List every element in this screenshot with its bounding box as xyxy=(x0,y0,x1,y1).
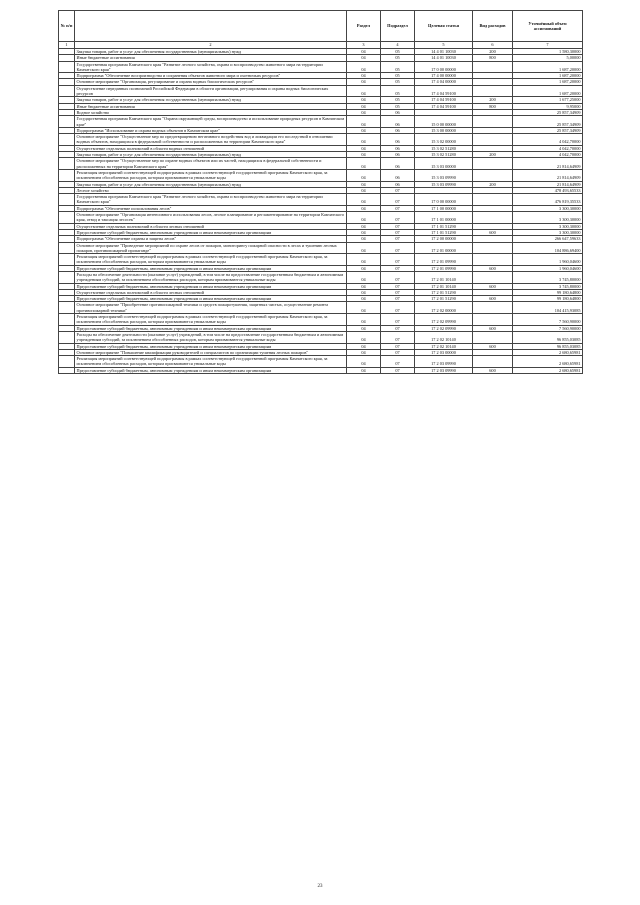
row-name-cell: Реализация мероприятий соответствующей подпрограммы в рамках соответствующей государственной программы Камчатского края, за исключением обособленных расходов, которым присваиваются уникальные коды xyxy=(75,169,347,181)
row-podrazdel-cell: 07 xyxy=(381,314,415,326)
row-expense-type-cell: 600 xyxy=(473,343,513,349)
row-podrazdel-cell: 06 xyxy=(381,152,415,158)
row-target-article-cell: 15 0 00 00000 xyxy=(415,116,473,128)
row-expense-type-cell: 600 xyxy=(473,283,513,289)
row-razdel-cell: 04 xyxy=(347,289,381,295)
row-amount-cell: 1 687,20000 xyxy=(513,85,583,97)
row-razdel-cell: 04 xyxy=(347,97,381,103)
row-target-article-cell: 15 3 02 51280 xyxy=(415,152,473,158)
row-expense-type-cell: 800 xyxy=(473,103,513,109)
row-amount-cell: 3 300,30000 xyxy=(513,205,583,211)
column-number-row xyxy=(59,42,583,49)
row-podrazdel-cell: 07 xyxy=(381,325,415,331)
row-amount-cell: 99 180,64800 xyxy=(513,296,583,302)
row-name-cell: Закупка товаров, работ и услуг для обеспечения государственных (муниципальных) нужд xyxy=(75,152,347,158)
row-name-cell: Основное мероприятие "Приобретение противопожарной техники и средств пожаротушения, защитных чистых, осуществление ремонта противопожарной техники" xyxy=(75,302,347,314)
row-amount-cell: 21 814,64909 xyxy=(513,169,583,181)
row-amount-cell: 2 680,65981 xyxy=(513,356,583,368)
row-razdel-cell: 04 xyxy=(347,367,381,373)
row-razdel-cell: 04 xyxy=(347,169,381,181)
row-razdel-cell: 04 xyxy=(347,116,381,128)
row-name-cell: Предоставление субсидий бюджетным, автономным учреждениям и иным некоммерческим организациям xyxy=(75,229,347,235)
row-name-cell: Осуществление отдельных полномочий в области лесных отношений xyxy=(75,289,347,295)
row-podrazdel-cell: 07 xyxy=(381,289,415,295)
row-name-cell: Реализация мероприятий соответствующей подпрограммы в рамках соответствующей государственной программы Камчатского края, за исключением обособленных расходов, которым присваиваются уникальные коды xyxy=(75,254,347,266)
row-podrazdel-cell: 07 xyxy=(381,367,415,373)
row-amount-cell: 2 680,65981 xyxy=(513,367,583,373)
header-podrazdel: Подраздел xyxy=(381,11,415,42)
row-amount-cell: 478 493,65533 xyxy=(513,187,583,193)
column-number: 1 xyxy=(59,42,75,49)
row-num-cell xyxy=(59,134,75,146)
table-row xyxy=(59,158,583,170)
row-amount-cell: 104 886,69400 xyxy=(513,242,583,254)
column-number: 7 xyxy=(513,42,583,49)
row-podrazdel-cell: 05 xyxy=(381,61,415,73)
row-name-cell: Подпрограмма "Обеспечение воспроизводства и сохранения объектов животного мира и охотничьих ресурсов" xyxy=(75,73,347,79)
row-expense-type-cell: 200 xyxy=(473,181,513,187)
row-num-cell xyxy=(59,331,75,343)
row-target-article-cell: 15 3 00 00000 xyxy=(415,127,473,133)
table-body xyxy=(59,42,583,374)
row-podrazdel-cell: 07 xyxy=(381,331,415,343)
row-amount-cell: 21 814,64909 xyxy=(513,181,583,187)
row-target-article-cell: 17 2 03 09990 xyxy=(415,356,473,368)
column-number: 4 xyxy=(381,42,415,49)
row-num-cell xyxy=(59,116,75,128)
row-name-cell: Осуществление отдельных полномочий в области лесных отношений xyxy=(75,223,347,229)
row-razdel-cell: 04 xyxy=(347,85,381,97)
row-name-cell: Подпрограмма "Обеспечение охраны и защиты лесов" xyxy=(75,236,347,242)
row-podrazdel-cell: 07 xyxy=(381,205,415,211)
row-target-article-cell: 17 2 01 09990 xyxy=(415,265,473,271)
table-row xyxy=(59,254,583,266)
row-name-cell: Закупка товаров, работ и услуг для обеспечения государственных (муниципальных) нужд xyxy=(75,49,347,55)
row-target-article-cell: 17 2 01 51290 xyxy=(415,289,473,295)
row-target-article-cell: 17 2 03 00000 xyxy=(415,349,473,355)
row-razdel-cell: 04 xyxy=(347,61,381,73)
row-target-article-cell: 15 3 02 51280 xyxy=(415,145,473,151)
row-amount-cell: 104 415,93085 xyxy=(513,302,583,314)
row-target-article-cell: 17 4 04 59100 xyxy=(415,85,473,97)
row-podrazdel-cell: 06 xyxy=(381,127,415,133)
table-row xyxy=(59,116,583,128)
row-num-cell xyxy=(59,302,75,314)
row-expense-type-cell: 600 xyxy=(473,229,513,235)
table-row xyxy=(59,242,583,254)
row-amount-cell: 3 300,30000 xyxy=(513,223,583,229)
row-podrazdel-cell: 07 xyxy=(381,296,415,302)
row-num-cell xyxy=(59,194,75,206)
row-num-cell xyxy=(59,85,75,97)
row-razdel-cell: 04 xyxy=(347,127,381,133)
row-expense-type-cell xyxy=(473,194,513,206)
table-header xyxy=(59,11,583,42)
row-name-cell: Иные бюджетные ассигнования xyxy=(75,103,347,109)
table-row xyxy=(59,169,583,181)
document-sheet xyxy=(58,10,582,374)
column-number: 3 xyxy=(347,42,381,49)
row-amount-cell: 2 680,65981 xyxy=(513,349,583,355)
row-podrazdel-cell: 07 xyxy=(381,254,415,266)
row-razdel-cell: 04 xyxy=(347,134,381,146)
row-amount-cell: 3 300,30000 xyxy=(513,212,583,224)
header-amount: Уточнённый объем ассигнований xyxy=(513,11,583,42)
row-expense-type-cell xyxy=(473,116,513,128)
column-number: 6 xyxy=(473,42,513,49)
row-podrazdel-cell: 05 xyxy=(381,97,415,103)
row-razdel-cell: 04 xyxy=(347,79,381,85)
row-amount-cell: 1 687,20000 xyxy=(513,73,583,79)
row-podrazdel-cell: 06 xyxy=(381,145,415,151)
row-podrazdel-cell: 05 xyxy=(381,73,415,79)
row-podrazdel-cell: 05 xyxy=(381,79,415,85)
row-amount-cell: 1 687,20000 xyxy=(513,79,583,85)
row-podrazdel-cell: 05 xyxy=(381,103,415,109)
row-expense-type-cell xyxy=(473,158,513,170)
row-podrazdel-cell: 07 xyxy=(381,265,415,271)
row-amount-cell: 3 300,30000 xyxy=(513,229,583,235)
row-expense-type-cell xyxy=(473,314,513,326)
row-expense-type-cell: 600 xyxy=(473,296,513,302)
row-expense-type-cell: 600 xyxy=(473,325,513,331)
row-razdel-cell: 04 xyxy=(347,271,381,283)
row-expense-type-cell xyxy=(473,85,513,97)
row-name-cell: Расходы на обеспечение деятельности (оказание услуг) учреждений, в том числе на предоставление государственным бюджетным и автономным учреждениям субсидий, за исключением обособленных расходов, которым присваиваются уникальные коды xyxy=(75,271,347,283)
table-row xyxy=(59,302,583,314)
header-expense-type: Вид расходов xyxy=(473,11,513,42)
row-podrazdel-cell: 06 xyxy=(381,158,415,170)
row-razdel-cell: 04 xyxy=(347,283,381,289)
row-target-article-cell: 17 1 01 51290 xyxy=(415,223,473,229)
row-razdel-cell: 04 xyxy=(347,314,381,326)
row-target-article-cell: 17 2 00 00000 xyxy=(415,236,473,242)
row-razdel-cell: 04 xyxy=(347,103,381,109)
row-amount-cell: 3 745,80000 xyxy=(513,283,583,289)
row-target-article-cell: 17 2 01 10140 xyxy=(415,283,473,289)
row-num-cell xyxy=(59,356,75,368)
row-amount-cell: 1 677,25000 xyxy=(513,97,583,103)
row-razdel-cell: 04 xyxy=(347,152,381,158)
row-name-cell: Осуществление отдельных полномочий в области водных отношений xyxy=(75,145,347,151)
row-target-article-cell: 17 2 01 10140 xyxy=(415,271,473,283)
row-target-article-cell: 14 4 01 10030 xyxy=(415,49,473,55)
row-expense-type-cell xyxy=(473,61,513,73)
row-razdel-cell: 04 xyxy=(347,325,381,331)
budget-table xyxy=(58,10,583,374)
table-row xyxy=(59,134,583,146)
row-podrazdel-cell: 07 xyxy=(381,271,415,283)
row-target-article-cell: 17 0 00 00000 xyxy=(415,194,473,206)
row-podrazdel-cell: 07 xyxy=(381,223,415,229)
row-amount-cell: 1 687,20000 xyxy=(513,61,583,73)
header-target-article: Целевая статья xyxy=(415,11,473,42)
table-row xyxy=(59,367,583,373)
row-amount-cell: 21 814,64909 xyxy=(513,158,583,170)
row-razdel-cell: 04 xyxy=(347,145,381,151)
row-num-cell xyxy=(59,169,75,181)
row-name-cell: Предоставление субсидий бюджетным, автономным учреждениям и иным некоммерческим организациям xyxy=(75,283,347,289)
row-razdel-cell: 04 xyxy=(347,331,381,343)
row-name-cell: Реализация мероприятий соответствующей подпрограммы в рамках соответствующей государственной программы Камчатского края, за исключением обособленных расходов, которым присваиваются уникальные коды xyxy=(75,314,347,326)
row-razdel-cell: 04 xyxy=(347,194,381,206)
row-expense-type-cell: 200 xyxy=(473,49,513,55)
row-name-cell: Основное мероприятие "Осуществление мер по охране водных объектов или их частей, находящихся в федеральной собственности и расположенных на территории Камчатского края" xyxy=(75,158,347,170)
row-razdel-cell: 04 xyxy=(347,302,381,314)
row-podrazdel-cell: 07 xyxy=(381,187,415,193)
row-name-cell: Предоставление субсидий бюджетным, автономным учреждениям и иным некоммерческим организациям xyxy=(75,296,347,302)
row-target-article-cell: 17 2 02 10140 xyxy=(415,343,473,349)
row-podrazdel-cell: 06 xyxy=(381,169,415,181)
row-razdel-cell: 04 xyxy=(347,242,381,254)
row-podrazdel-cell: 05 xyxy=(381,55,415,61)
row-target-article-cell: 17 2 02 00000 xyxy=(415,302,473,314)
row-amount-cell: 25 857,34909 xyxy=(513,116,583,128)
row-podrazdel-cell: 07 xyxy=(381,242,415,254)
row-expense-type-cell xyxy=(473,302,513,314)
row-podrazdel-cell: 06 xyxy=(381,116,415,128)
row-podrazdel-cell: 06 xyxy=(381,181,415,187)
row-amount-cell: 476 819,35533 xyxy=(513,194,583,206)
row-expense-type-cell: 600 xyxy=(473,367,513,373)
header-num: № п/п xyxy=(59,11,75,42)
row-podrazdel-cell: 07 xyxy=(381,356,415,368)
row-target-article-cell: 17 4 04 00000 xyxy=(415,79,473,85)
row-num-cell xyxy=(59,271,75,283)
row-name-cell: Закупка товаров, работ и услуг для обеспечения государственных (муниципальных) нужд xyxy=(75,181,347,187)
row-name-cell: Государственная программа Камчатского края "Развитие лесного хозяйства, охрана и воспроизводство животного мира на территории Камчатского края" xyxy=(75,61,347,73)
row-target-article-cell: 17 2 01 00000 xyxy=(415,242,473,254)
header-razdel: Раздел xyxy=(347,11,381,42)
table-row xyxy=(59,61,583,73)
column-number: 5 xyxy=(415,42,473,49)
row-name-cell: Предоставление субсидий бюджетным, автономным учреждениям и иным некоммерческим организациям xyxy=(75,343,347,349)
row-target-article-cell: 17 2 01 09990 xyxy=(415,254,473,266)
row-target-article-cell: 15 3 03 09990 xyxy=(415,181,473,187)
row-target-article-cell: 15 3 03 09990 xyxy=(415,169,473,181)
row-name-cell: Подпрограмма "Использование и охрана водных объектов в Камчатском крае" xyxy=(75,127,347,133)
row-podrazdel-cell: 05 xyxy=(381,85,415,97)
row-expense-type-cell xyxy=(473,271,513,283)
row-name-cell: Основное мероприятие "Организация, регулирование и охрана водных биологических ресурсов" xyxy=(75,79,347,85)
row-amount-cell: 4 042,70000 xyxy=(513,134,583,146)
row-target-article-cell: 17 2 01 51290 xyxy=(415,296,473,302)
row-razdel-cell: 04 xyxy=(347,265,381,271)
row-podrazdel-cell: 07 xyxy=(381,194,415,206)
row-podrazdel-cell: 07 xyxy=(381,229,415,235)
row-target-article-cell: 15 3 02 00000 xyxy=(415,134,473,146)
row-razdel-cell: 04 xyxy=(347,187,381,193)
row-razdel-cell: 04 xyxy=(347,356,381,368)
row-name-cell: Государственная программа Камчатского края "Развитие лесного хозяйства, охрана и воспроизводство животного мира на территории Камчатского края" xyxy=(75,194,347,206)
row-razdel-cell: 04 xyxy=(347,181,381,187)
row-podrazdel-cell: 06 xyxy=(381,109,415,115)
row-expense-type-cell xyxy=(473,169,513,181)
row-name-cell: Предоставление субсидий бюджетным, автономным учреждениям и иным некоммерческим организациям xyxy=(75,325,347,331)
row-razdel-cell: 04 xyxy=(347,229,381,235)
row-podrazdel-cell: 07 xyxy=(381,236,415,242)
row-name-cell: Реализация мероприятий соответствующей подпрограммы в рамках соответствующей государственной программы Камчатского края, за исключением обособленных расходов, которым присваиваются уникальные коды xyxy=(75,356,347,368)
row-expense-type-cell xyxy=(473,331,513,343)
row-name-cell: Водное хозяйство xyxy=(75,109,347,115)
row-target-article-cell: 17 4 04 59100 xyxy=(415,103,473,109)
row-name-cell: Государственная программа Камчатского края "Охрана окружающей среды, воспроизводство и использование природных ресурсов в Камчатском крае" xyxy=(75,116,347,128)
row-razdel-cell: 04 xyxy=(347,205,381,211)
row-amount-cell: 4 042,70000 xyxy=(513,145,583,151)
row-amount-cell: 7 560,90000 xyxy=(513,314,583,326)
row-amount-cell: 1 960,04600 xyxy=(513,265,583,271)
row-target-article-cell: 17 2 02 10140 xyxy=(415,331,473,343)
row-amount-cell: 4 042,70000 xyxy=(513,152,583,158)
row-amount-cell: 25 857,34909 xyxy=(513,109,583,115)
row-expense-type-cell xyxy=(473,356,513,368)
page-number: 23 xyxy=(317,884,323,889)
row-amount-cell: 1 580,30000 xyxy=(513,49,583,55)
row-target-article-cell: 17 2 02 09990 xyxy=(415,325,473,331)
row-expense-type-cell: 200 xyxy=(473,152,513,158)
row-target-article-cell: 17 0 00 00000 xyxy=(415,61,473,73)
row-num-cell xyxy=(59,158,75,170)
row-name-cell: Расходы на обеспечение деятельности (оказание услуг) учреждений, в том числе на предоставление государственным бюджетным и автономным учреждениям субсидий, за исключением обособленных расходов, которым присваиваются уникальные коды xyxy=(75,331,347,343)
row-target-article-cell: 17 4 00 00000 xyxy=(415,73,473,79)
row-expense-type-cell: 800 xyxy=(473,55,513,61)
row-razdel-cell: 04 xyxy=(347,212,381,224)
row-razdel-cell: 04 xyxy=(347,73,381,79)
row-razdel-cell: 04 xyxy=(347,349,381,355)
row-amount-cell: 266 647,59633 xyxy=(513,236,583,242)
row-target-article-cell: 17 1 00 00000 xyxy=(415,205,473,211)
row-expense-type-cell xyxy=(473,212,513,224)
row-podrazdel-cell: 07 xyxy=(381,349,415,355)
row-razdel-cell: 04 xyxy=(347,223,381,229)
row-amount-cell: 25 857,34909 xyxy=(513,127,583,133)
row-target-article-cell: 17 2 02 09990 xyxy=(415,314,473,326)
row-razdel-cell: 04 xyxy=(347,254,381,266)
row-name-cell: Предоставление субсидий бюджетным, автономным учреждениям и иным некоммерческим организациям xyxy=(75,367,347,373)
row-name-cell: Подпрограмма "Обеспечение использования лесов" xyxy=(75,205,347,211)
row-expense-type-cell: 600 xyxy=(473,265,513,271)
row-target-article-cell: 17 1 01 51290 xyxy=(415,229,473,235)
row-name-cell: Основное мероприятие "Организация интенсивного использования лесов, лесное планирование и регламентирование на территории Камчатского края, отвод и таксация лесосек" xyxy=(75,212,347,224)
row-num-cell xyxy=(59,212,75,224)
table-row xyxy=(59,271,583,283)
row-target-article-cell: 17 1 01 00000 xyxy=(415,212,473,224)
row-num-cell xyxy=(59,242,75,254)
row-amount-cell: 3 745,80000 xyxy=(513,271,583,283)
row-podrazdel-cell: 07 xyxy=(381,302,415,314)
row-amount-cell: 5,00000 xyxy=(513,55,583,61)
row-amount-cell: 1 960,04600 xyxy=(513,254,583,266)
row-razdel-cell: 04 xyxy=(347,109,381,115)
row-amount-cell: 96 855,03085 xyxy=(513,343,583,349)
row-target-article-cell: 14 4 01 10030 xyxy=(415,55,473,61)
row-podrazdel-cell: 06 xyxy=(381,134,415,146)
row-name-cell: Основное мероприятие "Повышение квалификации руководителей и специалистов по организации тушения лесных пожаров" xyxy=(75,349,347,355)
row-name-cell: Основное мероприятие "Осуществление мер по предотвращению негативного воздействия вод и ликвидации его последствий в отношении водных объектов, находящихся в федеральной собственности и расположенных на территории Камчатского края" xyxy=(75,134,347,146)
row-target-article-cell: 15 3 03 00000 xyxy=(415,158,473,170)
table-row xyxy=(59,314,583,326)
row-target-article-cell: 17 4 04 59100 xyxy=(415,97,473,103)
row-amount-cell: 96 855,03085 xyxy=(513,331,583,343)
row-target-article-cell: 17 2 03 09990 xyxy=(415,367,473,373)
row-num-cell xyxy=(59,61,75,73)
row-razdel-cell: 04 xyxy=(347,296,381,302)
row-expense-type-cell xyxy=(473,134,513,146)
header-name xyxy=(75,11,347,42)
table-row xyxy=(59,331,583,343)
row-name-cell: Лесное хозяйство xyxy=(75,187,347,193)
row-expense-type-cell xyxy=(473,242,513,254)
table-row xyxy=(59,194,583,206)
row-podrazdel-cell: 07 xyxy=(381,212,415,224)
row-razdel-cell: 04 xyxy=(347,236,381,242)
row-num-cell xyxy=(59,314,75,326)
table-row xyxy=(59,85,583,97)
row-podrazdel-cell: 05 xyxy=(381,49,415,55)
row-podrazdel-cell: 07 xyxy=(381,343,415,349)
row-name-cell: Предоставление субсидий бюджетным, автономным учреждениям и иным некоммерческим организациям xyxy=(75,265,347,271)
row-name-cell: Закупка товаров, работ и услуг для обеспечения государственных (муниципальных) нужд xyxy=(75,97,347,103)
row-amount-cell: 99 180,64800 xyxy=(513,289,583,295)
table-row xyxy=(59,212,583,224)
row-expense-type-cell: 200 xyxy=(473,97,513,103)
row-razdel-cell: 04 xyxy=(347,55,381,61)
row-amount-cell: 9,95000 xyxy=(513,103,583,109)
row-name-cell: Основное мероприятие "Проведение мероприятий по охране лесов от пожаров, мониторингу пожарной опасности в лесах и тушению лесных пожаров, противопожарной пропаганде" xyxy=(75,242,347,254)
row-podrazdel-cell: 07 xyxy=(381,283,415,289)
row-amount-cell: 7 560,90000 xyxy=(513,325,583,331)
row-num-cell xyxy=(59,254,75,266)
row-razdel-cell: 04 xyxy=(347,343,381,349)
row-razdel-cell: 04 xyxy=(347,158,381,170)
row-razdel-cell: 04 xyxy=(347,49,381,55)
table-row xyxy=(59,356,583,368)
column-number: 2 xyxy=(75,42,347,49)
row-expense-type-cell xyxy=(473,254,513,266)
row-num-cell xyxy=(59,367,75,373)
row-name-cell: Осуществление переданных полномочий Российской Федерации в области организации, регулирования и охраны водных биологических ресурсов xyxy=(75,85,347,97)
row-name-cell: Иные бюджетные ассигнования xyxy=(75,55,347,61)
